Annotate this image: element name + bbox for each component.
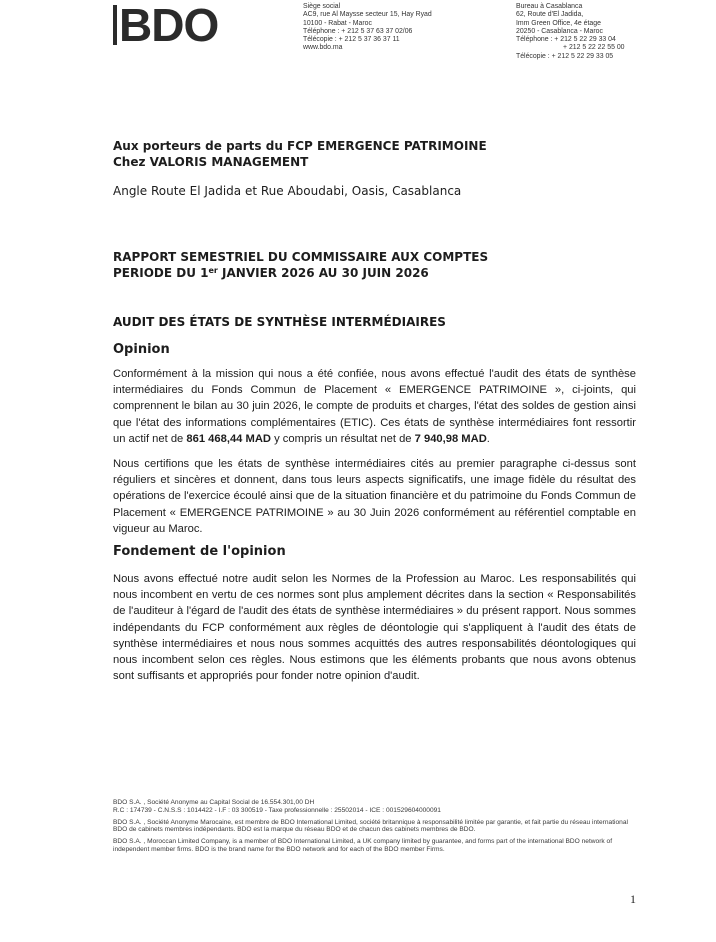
fondement-heading: Fondement de l'opinion	[113, 544, 286, 559]
bureau-line: Téléphone : + 212 5 22 29 33 04	[516, 36, 616, 44]
opinion-paragraph-1	[113, 366, 636, 447]
page-number: 1	[630, 892, 636, 906]
recipient-address: Angle Route El Jadida et Rue Aboudabi, Oasis, Casablanca	[113, 184, 462, 198]
opinion-p1-text: .	[486, 432, 490, 445]
bureau-line: 20250 - Casablanca - Maroc	[516, 27, 603, 35]
siege-line: 10100 - Rabat - Maroc	[303, 19, 372, 27]
bureau-line: + 212 5 22 22 55 00	[563, 44, 625, 52]
opinion-heading: Opinion	[113, 342, 170, 357]
report-title	[113, 249, 488, 281]
casablanca-office-address	[516, 3, 625, 61]
report-title-line1: RAPPORT SEMESTRIEL DU COMMISSAIRE AUX COMPTES	[113, 250, 489, 264]
logo-bar	[113, 5, 117, 45]
siege-line: Siège social	[303, 3, 341, 10]
recipient-line2: Chez VALORIS MANAGEMENT	[113, 155, 309, 169]
siege-line: Télécopie : + 212 5 37 36 37 11	[303, 36, 400, 44]
net-result-value: 7 940,98 MAD	[414, 432, 487, 445]
recipient-block	[113, 138, 487, 199]
footer-legal	[113, 799, 640, 854]
bdo-logo	[113, 0, 231, 51]
recipient-line1: Aux porteurs de parts du FCP EMERGENCE PATRIMOINE	[113, 139, 487, 153]
footer-line: BDO S.A. , Moroccan Limited Company, is a member of BDO International Limited, a UK company limited by guarantee, and forms part of the international BDO network of independent member firms. BDO is the brand name for the BDO network and for each of the BDO member Firms.	[113, 838, 613, 853]
report-title-line2	[113, 265, 488, 281]
logo-text: BDO	[119, 0, 219, 51]
footer-line: BDO S.A. , Société Anonyme Marocaine, est membre de BDO International Limited, société britannique à responsabilité limitée par garantie, et fait partie du réseau international BDO de cabinets membres indépendants. BDO est la marque du réseau BDO et de chacun des cabinets membres de BDO.	[113, 818, 628, 834]
net-assets-value: 861 468,44 MAD	[186, 432, 271, 445]
footer-line: BDO S.A. , Société Anonyme au Capital Social de 16.554.301,00 DH	[113, 799, 315, 806]
bureau-line: 62, Route d'El Jadida,	[516, 11, 584, 19]
opinion-p1-text: Conformément à la mission qui nous a été confiée, nous avons effectué l'audit des états de synthèse intermédiaires du Fonds Commun de Placement « EMERGENCE PATRIMOINE », ci-joints, qui comprennent le bilan au 30 juin 2026, le compte de produits et charges, l'état des soldes de gestion ainsi que l'état des informations complémentaires (ETIC). Ces états de synthèse intermédiaires font ressortir un actif net de	[113, 368, 636, 445]
fondement-paragraph: Nous avons effectué notre audit selon les Normes de la Profession au Maroc. Les responsabilités qui nous incombent en vertu de ces normes sont plus amplement décrites dans la section « Responsabilités de l'auditeur à l'égard de l'audit des états de synthèse intermédiaires » du présent rapport. Nous sommes indépendants du FCP conformément aux règles de déontologie qui s'appliquent à l'audit des états de synthèse intermédiaires et nous nous sommes acquittés des autres responsabilités déontologiques qui nous incombent selon ces règles. Nous estimons que les éléments probants que nous avons obtenus sont suffisants et appropriés pour fonder notre opinion d'audit.	[113, 573, 636, 683]
bureau-line: Bureau à Casablanca	[516, 3, 583, 10]
period-end-text: JANVIER 2026 AU 30 JUIN 2026	[217, 266, 429, 280]
siege-website: www.bdo.ma	[303, 44, 343, 52]
footer-line: R.C : 174739 - C.N.S.S : 1014422 - I.F : 03 300519 - Taxe professionnelle : 25502014 - ICE : 001529604000091	[113, 806, 441, 814]
section-title: AUDIT DES ÉTATS DE SYNTHÈSE INTERMÉDIAIRES	[113, 315, 446, 329]
opinion-p1-text: y compris un résultat net de	[271, 432, 415, 445]
siege-line: Téléphone : + 212 5 37 63 37 02/06	[303, 27, 413, 35]
bureau-line: Télécopie : + 212 5 22 29 33 05	[516, 52, 614, 60]
bureau-line: Imm Green Office, 4e étage	[516, 19, 601, 27]
period-start-text: PERIODE DU 1	[113, 266, 209, 280]
period-ordinal: er	[208, 266, 218, 275]
head-office-address	[303, 3, 432, 53]
opinion-paragraph-2: Nous certifions que les états de synthèse intermédiaires cités au premier paragraphe ci-dessus sont réguliers et sincères et donnent, dans tous leurs aspects significatifs, une image fidèle du résultat des opérations de l'exercice écoulé ainsi que de la situation financière et du patrimoine du Fonds Commun de Placement « EMERGENCE PATRIMOINE » au 30 Juin 2026 conformément au référentiel comptable en vigueur au Maroc.	[113, 458, 636, 535]
siege-line: AC9, rue Al Maysse secteur 15, Hay Ryad	[303, 11, 432, 19]
